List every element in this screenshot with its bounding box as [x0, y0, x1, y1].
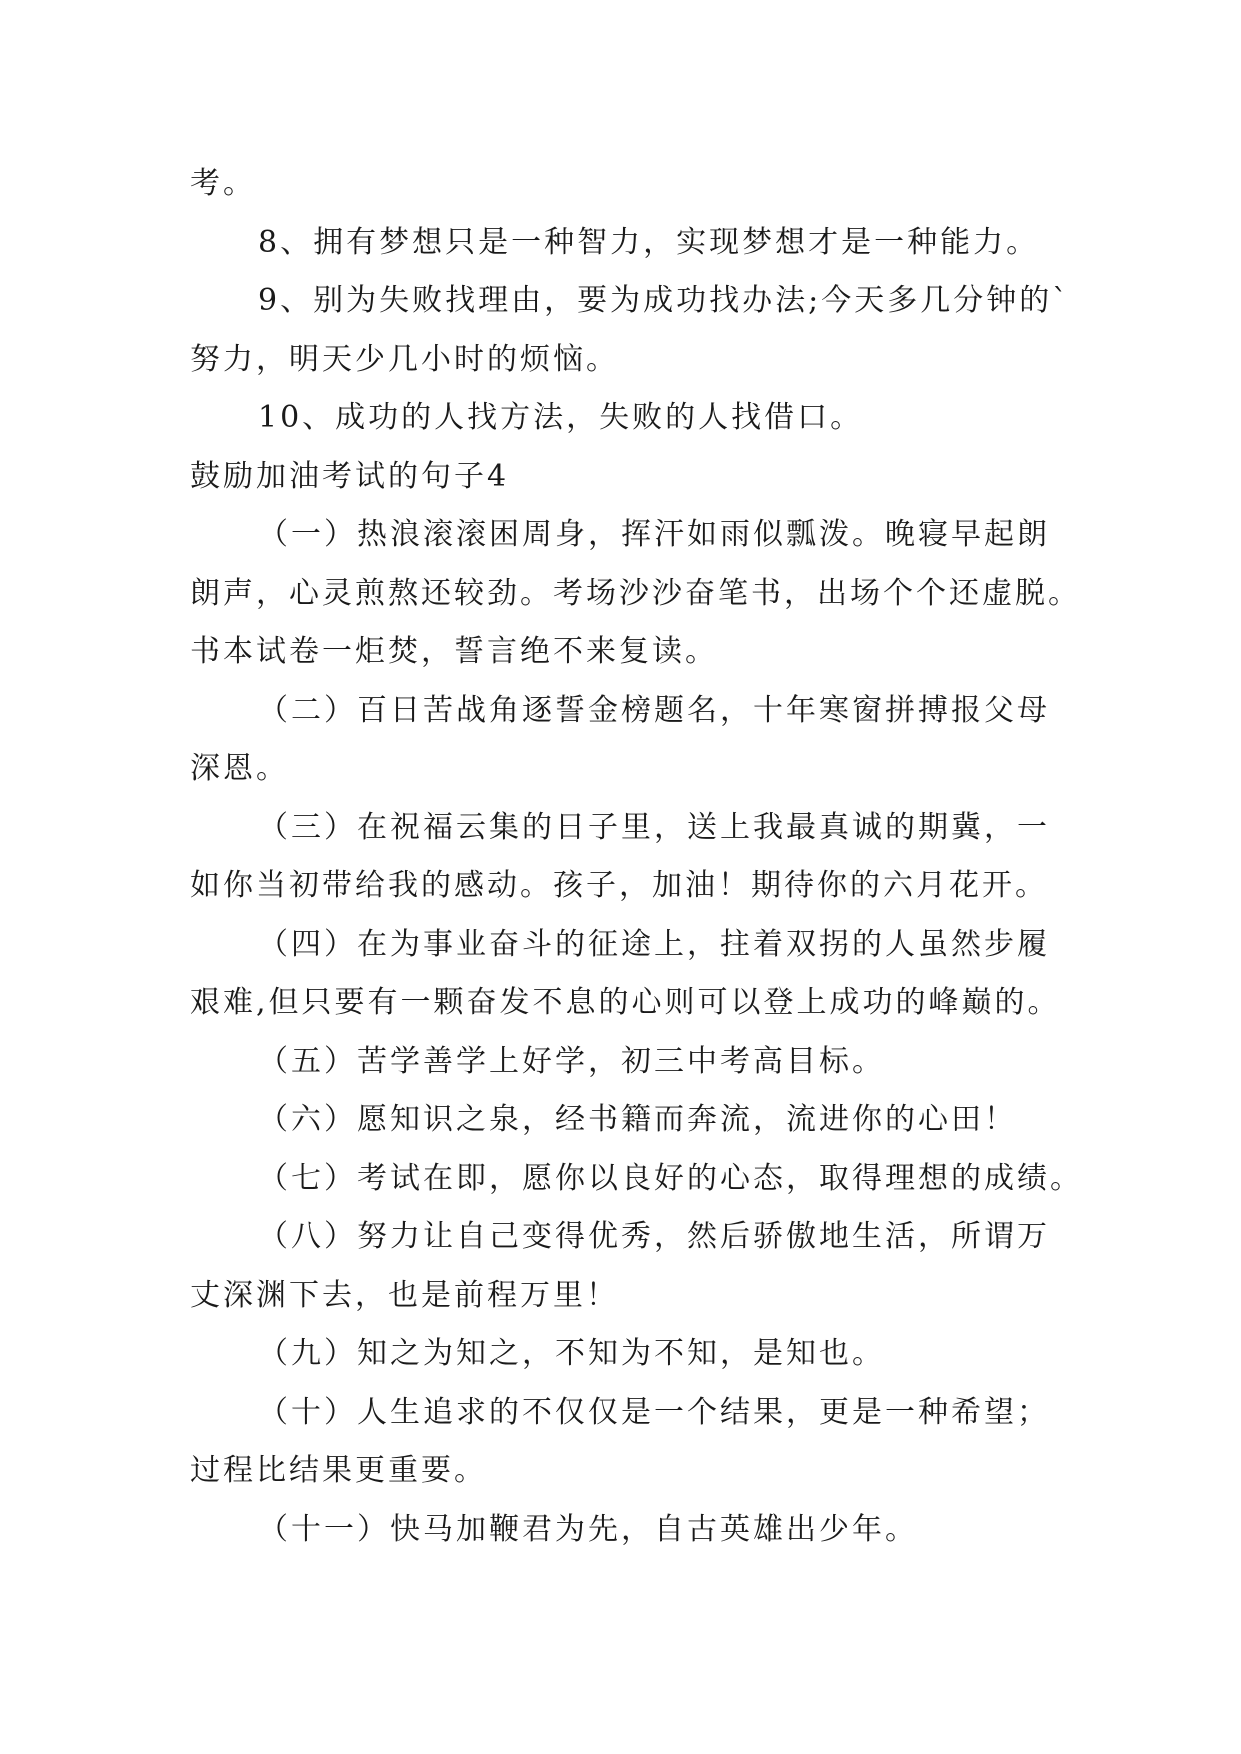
section-heading: 鼓励加油考试的句子4 [190, 458, 510, 494]
text-line: （二）百日苦战角逐誓金榜题名，十年寒窗拼搏报父母 [258, 692, 1050, 728]
text-line: 过程比结果更重要。 [190, 1453, 487, 1488]
text-line: （五）苦学善学上好学，初三中考高目标。 [258, 1043, 885, 1079]
text-line: 如你当初带给我的感动。孩子，加油！期待你的六月花开。 [190, 868, 1048, 903]
text-line: （九）知之为知之，不知为不知，是知也。 [258, 1336, 885, 1371]
text-line: （七）考试在即，愿你以良好的心态，取得理想的成绩。 [258, 1160, 1083, 1196]
text-line: 艰难,但只要有一颗奋发不息的心则可以登上成功的峰巅的。 [190, 985, 1061, 1020]
text-line: （十一）快马加鞭君为先，自古英雄出少年。 [258, 1511, 918, 1547]
text-line: （四）在为事业奋斗的征途上，拄着双拐的人虽然步履 [258, 926, 1050, 962]
text-line: （一）热浪滚滚困周身，挥汗如雨似瓢泼。晚寝早起朗 [258, 517, 1050, 552]
text-line: 9、别为失败找理由，要为成功找办法;今天多几分钟的` [258, 283, 1071, 318]
text-line: （三）在祝福云集的日子里，送上我最真诚的期冀，一 [258, 809, 1050, 845]
text-line: 书本试卷一炬焚，誓言绝不来复读。 [190, 634, 718, 669]
text-line: 朗声，心灵煎熬还较劲。考场沙沙奋笔书，出场个个还虚脱。 [190, 575, 1081, 611]
text-line: （八）努力让自己变得优秀，然后骄傲地生活，所谓万 [258, 1219, 1050, 1254]
text-line: 8、拥有梦想只是一种智力，实现梦想才是一种能力。 [258, 224, 1040, 260]
text-line: 深恩。 [190, 751, 289, 786]
document-body [190, 155, 1083, 1559]
text-line: 丈深渊下去，也是前程万里！ [190, 1277, 619, 1313]
text-line: 考。 [190, 166, 256, 201]
text-line: （十）人生追求的不仅仅是一个结果，更是一种希望； [258, 1394, 1050, 1430]
text-line: （六）愿知识之泉，经书籍而奔流，流进你的心田！ [258, 1102, 1017, 1137]
text-line: 努力，明天少几小时的烦恼。 [190, 341, 619, 377]
text-line: 10、成功的人找方法，失败的人找借口。 [258, 400, 864, 435]
